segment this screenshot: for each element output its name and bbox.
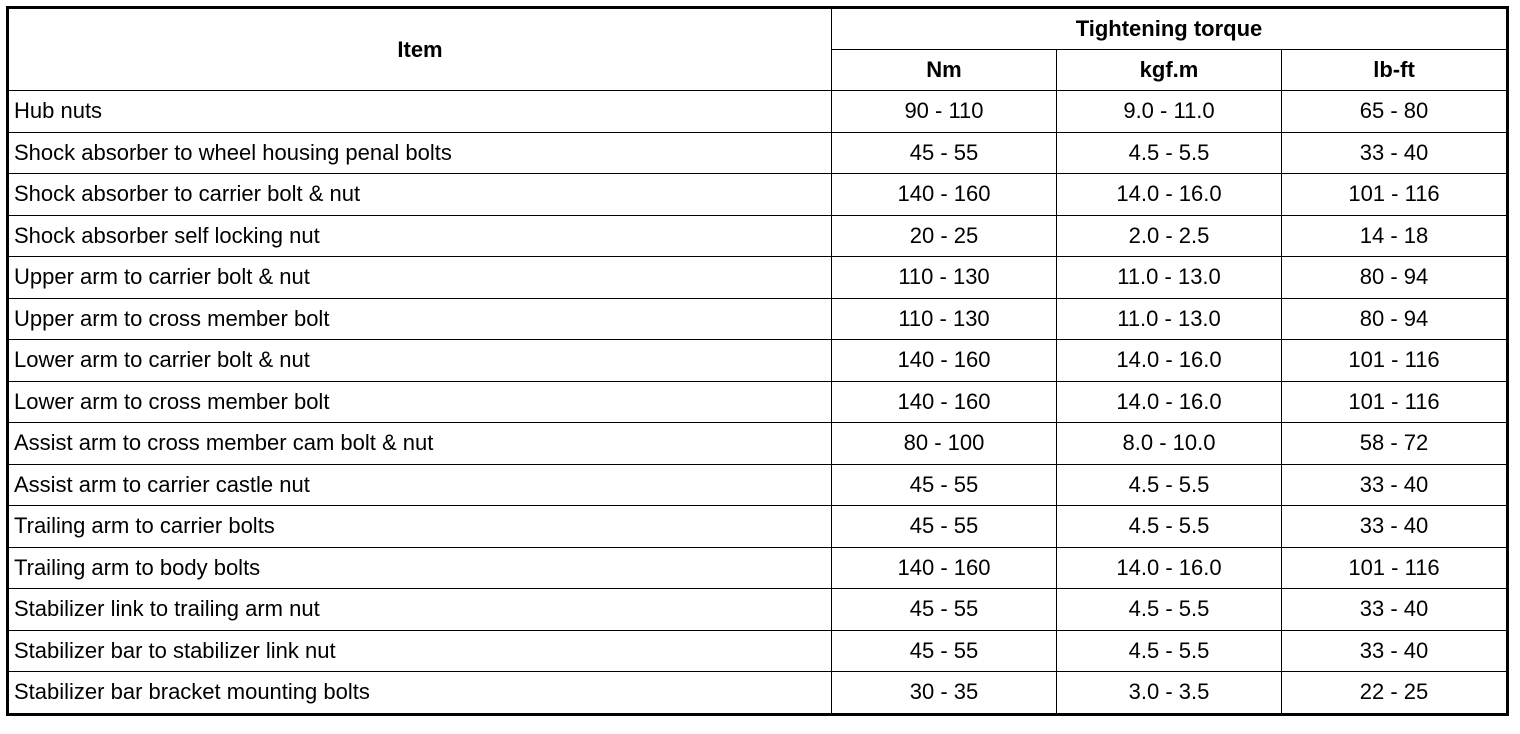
lbft-cell: 101 - 116 xyxy=(1282,174,1508,216)
lbft-cell: 101 - 116 xyxy=(1282,547,1508,589)
item-cell: Assist arm to carrier castle nut xyxy=(8,464,832,506)
table-row xyxy=(8,672,1508,715)
item-cell: Lower arm to cross member bolt xyxy=(8,381,832,423)
table-row xyxy=(8,91,1508,133)
lbft-cell: 22 - 25 xyxy=(1282,672,1508,715)
nm-cell: 80 - 100 xyxy=(832,423,1057,465)
table-row xyxy=(8,381,1508,423)
nm-cell: 30 - 35 xyxy=(832,672,1057,715)
lbft-cell: 33 - 40 xyxy=(1282,506,1508,548)
nm-cell: 45 - 55 xyxy=(832,589,1057,631)
nm-cell: 45 - 55 xyxy=(832,132,1057,174)
kgfm-cell: 4.5 - 5.5 xyxy=(1057,464,1282,506)
lbft-column-header: lb-ft xyxy=(1282,50,1508,91)
kgfm-cell: 14.0 - 16.0 xyxy=(1057,174,1282,216)
kgfm-cell: 14.0 - 16.0 xyxy=(1057,381,1282,423)
kgfm-cell: 4.5 - 5.5 xyxy=(1057,589,1282,631)
table-row xyxy=(8,630,1508,672)
item-column-header: Item xyxy=(8,8,832,91)
torque-spec-table xyxy=(6,6,1509,716)
table-row xyxy=(8,589,1508,631)
lbft-cell: 80 - 94 xyxy=(1282,298,1508,340)
lbft-cell: 80 - 94 xyxy=(1282,257,1508,299)
nm-cell: 110 - 130 xyxy=(832,298,1057,340)
nm-cell: 110 - 130 xyxy=(832,257,1057,299)
kgfm-cell: 4.5 - 5.5 xyxy=(1057,132,1282,174)
item-cell: Stabilizer link to trailing arm nut xyxy=(8,589,832,631)
table-row xyxy=(8,298,1508,340)
item-cell: Upper arm to carrier bolt & nut xyxy=(8,257,832,299)
item-cell: Hub nuts xyxy=(8,91,832,133)
kgfm-cell: 14.0 - 16.0 xyxy=(1057,340,1282,382)
kgfm-cell: 2.0 - 2.5 xyxy=(1057,215,1282,257)
table-row xyxy=(8,506,1508,548)
nm-cell: 45 - 55 xyxy=(832,506,1057,548)
kgfm-cell: 8.0 - 10.0 xyxy=(1057,423,1282,465)
lbft-cell: 101 - 116 xyxy=(1282,340,1508,382)
nm-cell: 20 - 25 xyxy=(832,215,1057,257)
item-cell: Upper arm to cross member bolt xyxy=(8,298,832,340)
lbft-cell: 33 - 40 xyxy=(1282,589,1508,631)
kgfm-cell: 14.0 - 16.0 xyxy=(1057,547,1282,589)
lbft-cell: 33 - 40 xyxy=(1282,630,1508,672)
tightening-torque-group-header: Tightening torque xyxy=(832,8,1508,50)
table-row xyxy=(8,257,1508,299)
table-row xyxy=(8,423,1508,465)
item-cell: Trailing arm to body bolts xyxy=(8,547,832,589)
table-row xyxy=(8,215,1508,257)
nm-cell: 45 - 55 xyxy=(832,630,1057,672)
kgfm-cell: 4.5 - 5.5 xyxy=(1057,506,1282,548)
item-cell: Trailing arm to carrier bolts xyxy=(8,506,832,548)
item-cell: Stabilizer bar bracket mounting bolts xyxy=(8,672,832,715)
table-row xyxy=(8,174,1508,216)
kgfm-cell: 11.0 - 13.0 xyxy=(1057,298,1282,340)
kgfm-cell: 3.0 - 3.5 xyxy=(1057,672,1282,715)
item-cell: Stabilizer bar to stabilizer link nut xyxy=(8,630,832,672)
table-row xyxy=(8,340,1508,382)
header-row-top xyxy=(8,8,1508,50)
item-cell: Shock absorber self locking nut xyxy=(8,215,832,257)
kgfm-cell: 4.5 - 5.5 xyxy=(1057,630,1282,672)
lbft-cell: 14 - 18 xyxy=(1282,215,1508,257)
table-row xyxy=(8,132,1508,174)
kgfm-column-header: kgf.m xyxy=(1057,50,1282,91)
lbft-cell: 33 - 40 xyxy=(1282,132,1508,174)
lbft-cell: 101 - 116 xyxy=(1282,381,1508,423)
item-cell: Shock absorber to carrier bolt & nut xyxy=(8,174,832,216)
nm-cell: 140 - 160 xyxy=(832,340,1057,382)
nm-cell: 140 - 160 xyxy=(832,381,1057,423)
lbft-cell: 58 - 72 xyxy=(1282,423,1508,465)
item-cell: Shock absorber to wheel housing penal bolts xyxy=(8,132,832,174)
kgfm-cell: 9.0 - 11.0 xyxy=(1057,91,1282,133)
nm-cell: 90 - 110 xyxy=(832,91,1057,133)
item-cell: Lower arm to carrier bolt & nut xyxy=(8,340,832,382)
table-row xyxy=(8,464,1508,506)
item-cell: Assist arm to cross member cam bolt & nut xyxy=(8,423,832,465)
nm-cell: 140 - 160 xyxy=(832,174,1057,216)
table-row xyxy=(8,547,1508,589)
table-body xyxy=(8,91,1508,715)
lbft-cell: 65 - 80 xyxy=(1282,91,1508,133)
lbft-cell: 33 - 40 xyxy=(1282,464,1508,506)
kgfm-cell: 11.0 - 13.0 xyxy=(1057,257,1282,299)
nm-column-header: Nm xyxy=(832,50,1057,91)
table-header xyxy=(8,8,1508,91)
nm-cell: 140 - 160 xyxy=(832,547,1057,589)
nm-cell: 45 - 55 xyxy=(832,464,1057,506)
